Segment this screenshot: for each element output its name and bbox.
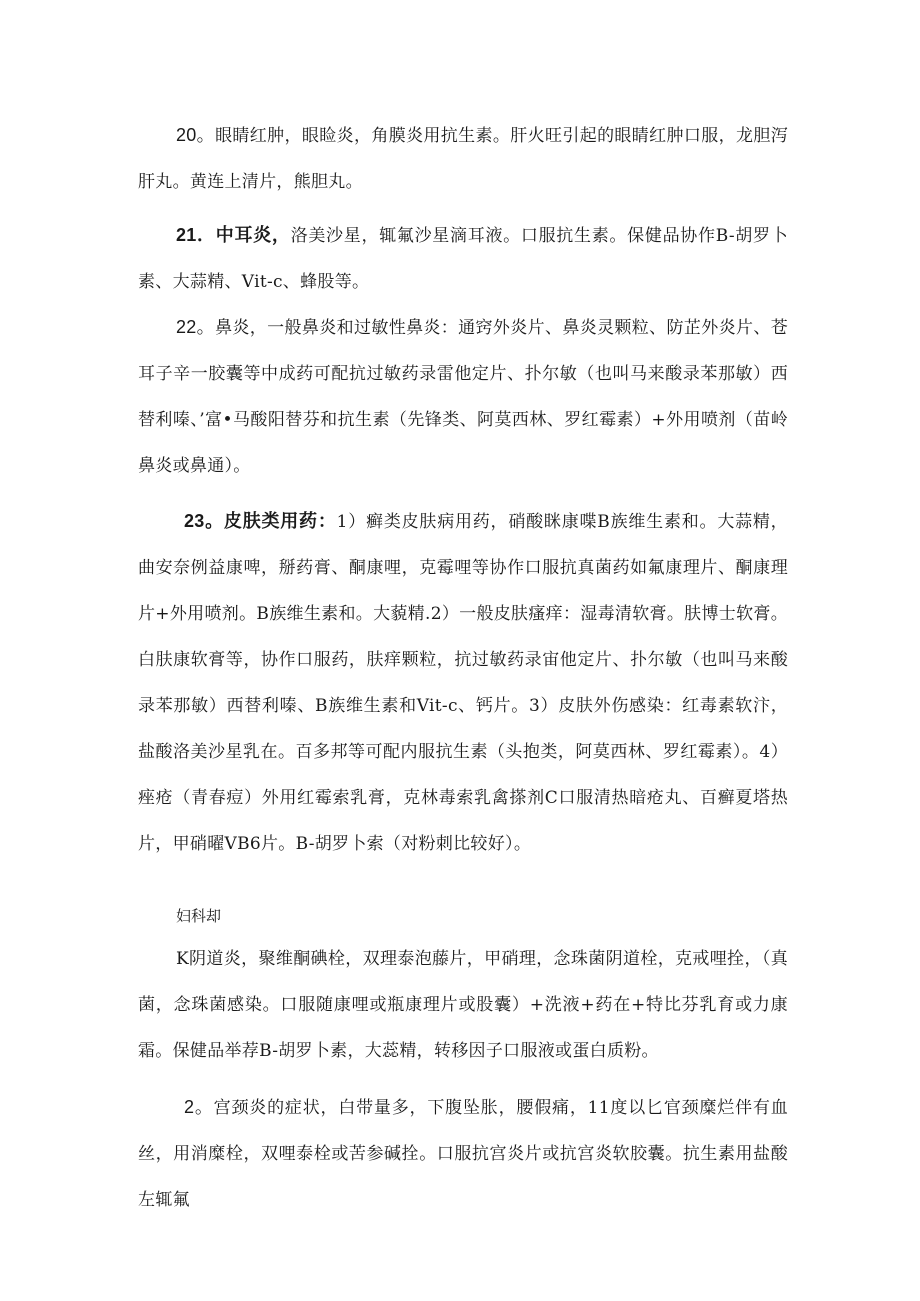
paragraph-23 xyxy=(138,498,788,867)
paragraph-21-text: 洛美沙星，辄氟沙星滴耳液。口服抗生素。保健品协作B-胡罗卜素、大蒜精、Vit-c、蜂股等。 xyxy=(138,226,788,292)
paragraph-20-text: 眼睛红肿，眼睑炎，角膜炎用抗生素。肝火旺引起的眼睛红肿口服，龙胆泻肝丸。黄连上清片，熊胆丸。 xyxy=(138,126,789,192)
paragraph-22-number: 22。 xyxy=(176,317,216,337)
paragraph-22 xyxy=(138,304,788,489)
paragraph-vaginitis-text: K阴道炎，聚维酮碘栓，双理泰泡藤片，甲硝理，念珠菌阴道栓，克戒哩拴，（真菌，念珠菌感染。口服随康哩或瓶康理片或股囊）+洗液+药在+特比芬乳育或力康霜。保健品举荐B-胡罗卜素，大蕊精，转移因子口服液或蛋白质粉。 xyxy=(138,949,788,1061)
paragraph-20-number: 20。 xyxy=(176,125,216,145)
paragraph-22-text: 鼻炎，一般鼻炎和过敏性鼻炎：通窍外炎片、鼻炎灵颗粒、防芷外炎片、苍耳子辛一胶囊等中成药可配抗过敏药录雷他定片、扑尔敏（也叫马来酸录苯那敏）西替利嗪、’富•马酸阳替芬和抗生素（先锋类、阿莫西林、罗红霉素）+外用喷剂（苗岭鼻炎或鼻通）。 xyxy=(138,318,789,476)
paragraph-23-text: 1）癣类皮肤病用药，硝酸眯康喋B族维生素和。大蒜精，曲安奈例益康啤，掰药膏、酮康哩，克霉哩等协作口服抗真菌药如氟康理片、酮康理片+外用喷剂。B族维生素和。大藐精.2）一般皮肤瘙痒：湿毒清软膏。肤博士软膏。白肤康软膏等，协作口服药，肤痒颗粒，抗过敏药录宙他定片、扑尔敏（也叫马来酸录苯那敏）西替利嗪、B族维生素和Vit-c、钙片。3）皮肤外伤感染：红毒素软汴，盐酸洛美沙星乳在。百多邦等可配内服抗生素（头抱类，阿莫西林、罗红霉素）。4）痤疮（青春痘）外用红霉索乳膏，克林毒索乳禽搽剂C口服清热暗疮丸、百癣夏塔热片，甲硝曜VB6片。B-胡罗卜索（对粉刺比较好）。 xyxy=(138,512,788,854)
paragraph-20 xyxy=(138,112,788,205)
paragraph-21 xyxy=(138,212,788,305)
paragraph-cervicitis-text: 宫颈炎的症状，白带量多，下腹坠胀，腰假痛，11度以匕官颈糜烂伴有血丝，用消糜栓，双哩泰栓或苦参碱拴。口服抗宫炎片或抗宫炎软胶囊。抗生素用盐酸左辄氟 xyxy=(138,1098,788,1210)
paragraph-23-heading: 23。皮肤类用药： xyxy=(184,511,337,531)
paragraph-21-number: 21．中耳炎， xyxy=(176,225,291,245)
paragraph-cervicitis xyxy=(138,1084,788,1223)
paragraph-vaginitis xyxy=(138,936,788,1074)
paragraph-cervicitis-number: 2。 xyxy=(184,1097,214,1117)
section-heading-gynecology: 妇科却 xyxy=(176,907,222,925)
